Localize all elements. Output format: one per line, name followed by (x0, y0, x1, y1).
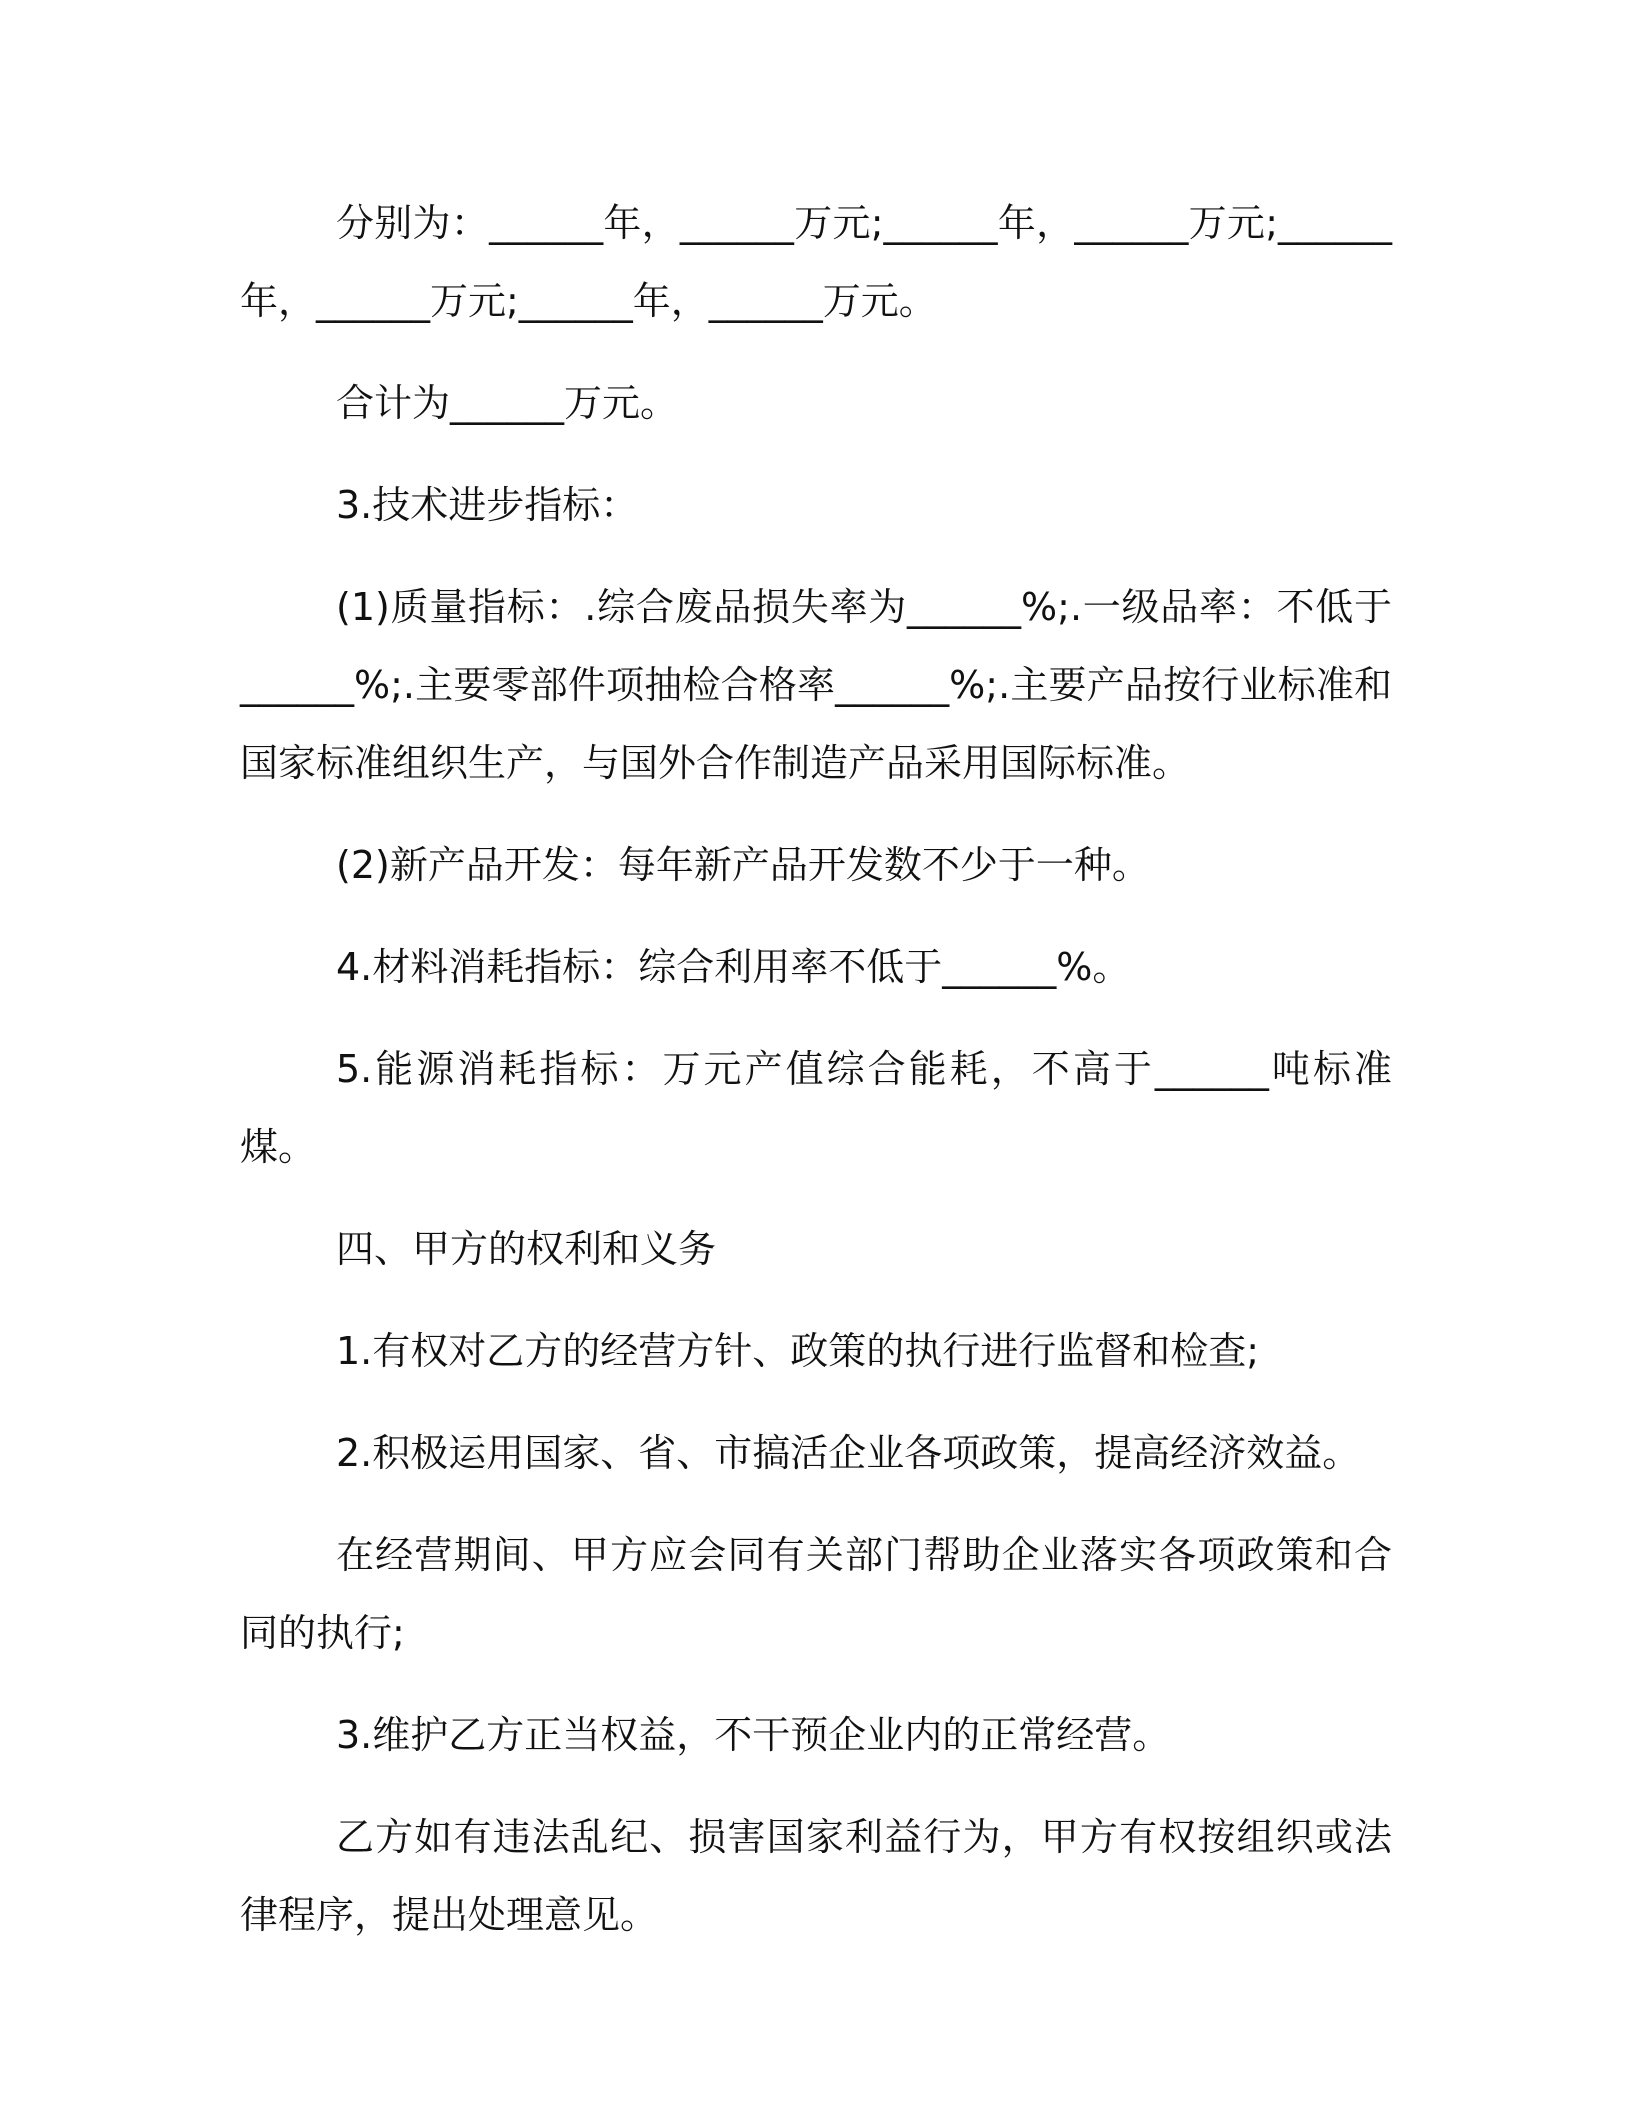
paragraph-amounts-by-year: 分别为：______年，______万元;______年，______万元;______年，______万元;______年，______万元。 (240, 201, 1392, 323)
paragraph-right-supervise: 1.有权对乙方的经营方针、政策的执行进行监督和检查; (336, 1329, 1260, 1373)
paragraph-new-product: (2)新产品开发：每年新产品开发数不少于一种。 (336, 843, 1150, 887)
paragraph-tech-progress-heading: 3.技术进步指标： (336, 483, 639, 527)
paragraph-handle-violations: 乙方如有违法乱纪、损害国家利益行为，甲方有权按组织或法律程序，提出处理意见。 (240, 1815, 1392, 1937)
paragraph-protect-rights: 3.维护乙方正当权益，不干预企业内的正常经营。 (336, 1713, 1171, 1757)
section-heading-party-a-rights: 四、甲方的权利和义务 (336, 1227, 717, 1271)
paragraph-energy-consumption: 5.能源消耗指标：万元产值综合能耗，不高于______吨标准煤。 (240, 1047, 1392, 1169)
paragraph-apply-policies: 2.积极运用国家、省、市搞活企业各项政策，提高经济效益。 (336, 1431, 1361, 1475)
paragraph-assist-implementation: 在经营期间、甲方应会同有关部门帮助企业落实各项政策和合同的执行; (240, 1533, 1392, 1655)
paragraph-quality-indicators: (1)质量指标：.综合废品损失率为______%;.一级品率：不低于______%;.主要零部件项抽检合格率______%;.主要产品按行业标准和国家标准组织生产，与国外合作制造产品采用国际标准。 (240, 585, 1392, 785)
paragraph-material-consumption: 4.材料消耗指标：综合利用率不低于______%。 (336, 945, 1131, 989)
document-body (240, 184, 1392, 1978)
paragraph-total: 合计为______万元。 (336, 381, 679, 425)
